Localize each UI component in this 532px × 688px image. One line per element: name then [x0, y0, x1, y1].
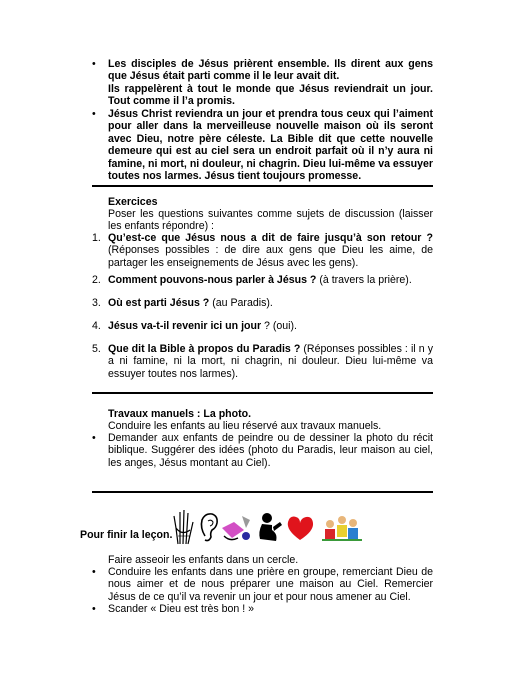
section-divider	[92, 392, 433, 394]
exercices-title: Exercices	[108, 196, 158, 208]
intro-bullet-1-line-1: Les disciples de Jésus prièrent ensemble. Ils dirent aux gens que Jésus était parti comme il le leur avait dit.	[108, 58, 433, 83]
section-divider	[92, 185, 433, 187]
intro-bullet-1-line-2: Ils rappelèrent à tout le monde que Jésus reviendrait un jour. Tout comme il l’a promis.	[108, 82, 433, 108]
exercise-item-3	[108, 297, 433, 309]
kneeling-person-icon	[259, 513, 282, 541]
intro-bullet-2	[108, 108, 433, 182]
heart-icon	[288, 517, 313, 540]
bullet-dot: •	[92, 432, 96, 444]
exercise-answer: (à travers la prière).	[316, 274, 412, 286]
travaux-title: Travaux manuels : La photo.	[108, 408, 252, 420]
children-group-icon	[322, 516, 362, 540]
travaux-bullet: Demander aux enfants de peindre ou de dessiner la photo du récit biblique. Suggérer des idées (photo du Paradis, leur maison au ciel, les anges, Jésus montant au Ciel).	[108, 432, 433, 469]
travaux-intro: Conduire les enfants au lieu réservé aux travaux manuels.	[108, 420, 382, 432]
section-divider	[92, 491, 433, 493]
exercise-answer: (au Paradis).	[209, 297, 273, 309]
exercise-item-1	[108, 232, 433, 269]
finir-bullet-2: Scander « Dieu est très bon ! »	[108, 603, 255, 615]
exercise-item-2	[108, 274, 433, 286]
exercise-answer: ? (oui).	[261, 320, 297, 332]
exercise-answer: (Réponses possibles : il n y a ni famine, ni la mort, ni chagrin, ni douleur. Dieu lui-même va essuyer toutes nos larmes).	[108, 343, 433, 380]
exercise-question: Jésus va-t-il revenir ici un jour	[108, 320, 262, 332]
intro-bullet-1	[108, 58, 433, 108]
hand-icon	[174, 510, 193, 544]
exercise-number: 2.	[92, 274, 101, 286]
finir-intro: Faire asseoir les enfants dans un cercle.	[108, 554, 299, 566]
finir-bullet-1: Conduire les enfants dans une prière en groupe, remerciant Dieu de nous aimer et de nous préparer une maison au Ciel. Remercier Jésus de ce qu’il va revenir un jour et pour nous amener au Ciel.	[108, 566, 433, 603]
bullet-dot: •	[92, 566, 96, 578]
exercise-item-5	[108, 343, 433, 380]
exercise-question: Que dit la Bible à propos du Paradis ?	[108, 343, 301, 355]
exercise-number: 3.	[92, 297, 101, 309]
exercise-question: Où est parti Jésus ?	[108, 297, 210, 309]
exercise-answer: (Réponses possibles : de dire aux gens que Dieu les aime, de partager les enseignements de Jésus avec les gens).	[108, 244, 433, 269]
exercise-number: 4.	[92, 320, 101, 332]
exercise-number: 1.	[92, 232, 101, 244]
exercices-intro: Poser les questions suivantes comme sujets de discussion (laisser les enfants répondre) :	[108, 208, 433, 233]
exercise-item-4	[108, 320, 433, 332]
finir-title: Pour finir la leçon.	[80, 529, 173, 541]
lesson-icons-strip	[172, 506, 402, 546]
bullet-dot: •	[92, 108, 96, 120]
ear-icon	[201, 514, 217, 541]
intro-bullet-2-text: Jésus Christ reviendra un jour et prendra tous ceux qui l’aiment pour aller dans la merveilleuse nouvelle maison où ils seront avec Dieu, notre père céleste. La Bible dit que cette nouvelle demeure qui est au ciel sera un endroit parfait où il n’y aura ni famine, ni mort, ni douleur, ni chagrin. Dieu lui-même va essuyer toutes nos larmes. Jésus tient toujours promesse.	[108, 108, 433, 183]
exercise-number: 5.	[92, 343, 101, 355]
exercise-question: Qu’est-ce que Jésus nous a dit de faire jusqu’à son retour ?	[108, 232, 433, 244]
exercise-question: Comment pouvons-nous parler à Jésus ?	[108, 274, 317, 286]
bullet-dot: •	[92, 58, 96, 70]
bullet-dot: •	[92, 603, 96, 615]
hands-reading-icon	[222, 516, 250, 540]
